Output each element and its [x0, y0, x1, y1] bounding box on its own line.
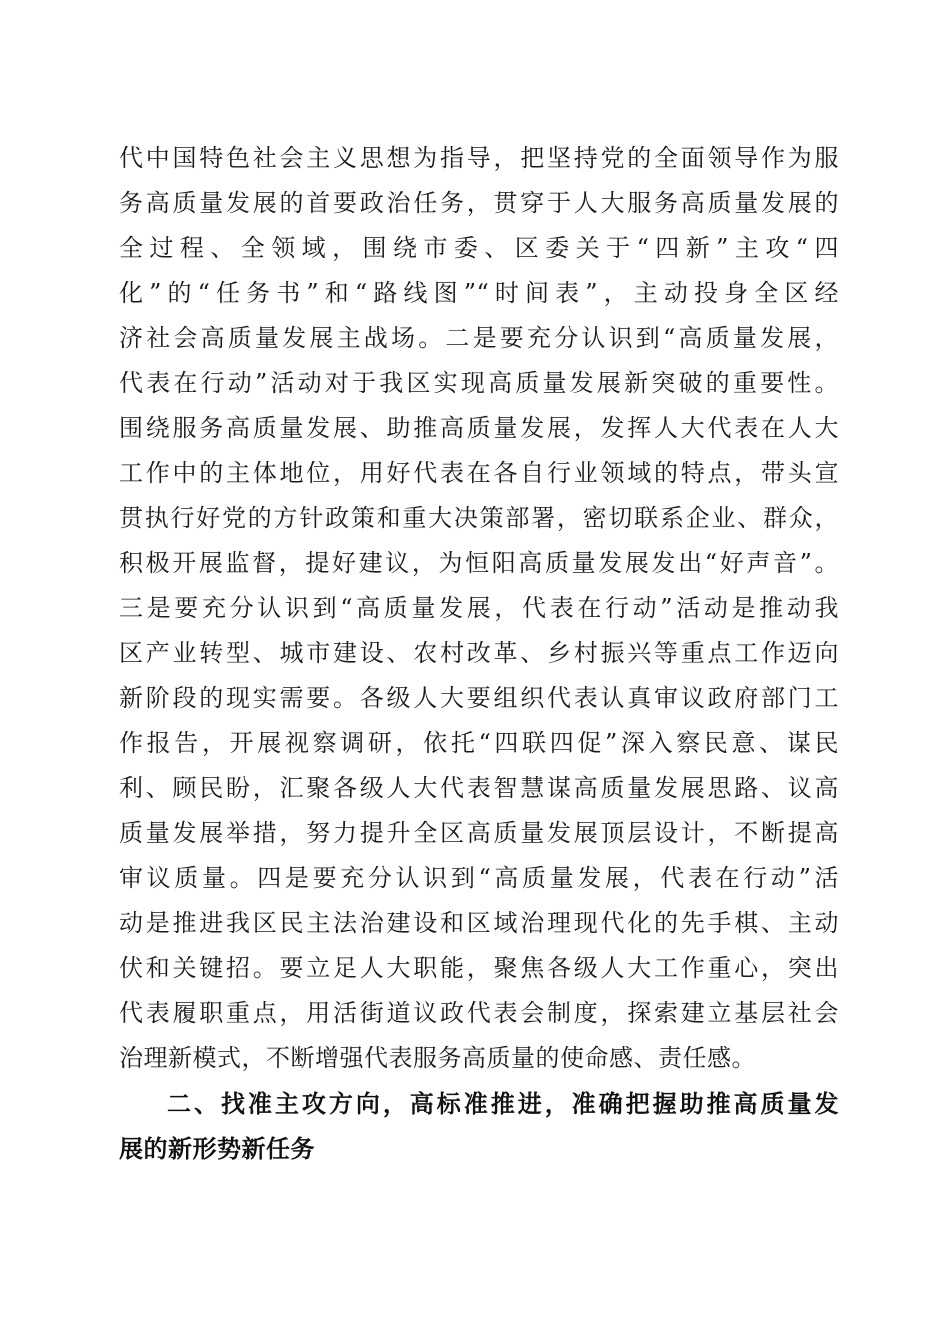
body-line: 代表履职重点，用活街道议政代表会制度，探索建立基层社会 [119, 999, 839, 1027]
body-line-last: 治理新模式，不断增强代表服务高质量的使命感、责任感。 [119, 1044, 756, 1072]
body-line: 务高质量发展的首要政治任务，贯穿于人大服务高质量发展的 [119, 189, 839, 217]
section-heading-continuation: 展的新形势新任务 [119, 1135, 315, 1163]
body-line: 全过程、全领域，围绕市委、区委关于“四新”主攻“四 [119, 234, 839, 262]
body-line: 三是要充分认识到“高质量发展，代表在行动”活动是推动我 [119, 594, 839, 622]
body-line: 伏和关键招。要立足人大职能，聚焦各级人大工作重心，突出 [119, 954, 839, 982]
body-line: 质量发展举措，努力提升全区高质量发展顶层设计，不断提高 [119, 819, 839, 847]
body-line: 贯执行好党的方针政策和重大决策部署，密切联系企业、群众， [119, 504, 839, 532]
body-line: 围绕服务高质量发展、助推高质量发展，发挥人大代表在人大 [119, 414, 839, 442]
body-line: 动是推进我区民主法治建设和区域治理现代化的先手棋、主动 [119, 909, 839, 937]
body-line: 代中国特色社会主义思想为指导，把坚持党的全面领导作为服 [119, 144, 839, 172]
body-line: 利、顾民盼，汇聚各级人大代表智慧谋高质量发展思路、议高 [119, 774, 839, 802]
body-line: 新阶段的现实需要。各级人大要组织代表认真审议政府部门工 [119, 684, 839, 712]
body-line: 济社会高质量发展主战场。二是要充分认识到“高质量发展， [119, 324, 839, 352]
body-line: 代表在行动”活动对于我区实现高质量发展新突破的重要性。 [119, 369, 839, 397]
body-line: 审议质量。四是要充分认识到“高质量发展，代表在行动”活 [119, 864, 839, 892]
body-line: 作报告，开展视察调研，依托“四联四促”深入察民意、谋民 [119, 729, 839, 757]
body-line: 区产业转型、城市建设、农村改革、乡村振兴等重点工作迈向 [119, 639, 839, 667]
body-line: 积极开展监督，提好建议，为恒阳高质量发展发出“好声音”。 [119, 549, 839, 577]
section-heading: 二、找准主攻方向，高标准推进，准确把握助推高质量发 [167, 1090, 839, 1118]
body-line: 工作中的主体地位，用好代表在各自行业领域的特点，带头宣 [119, 459, 839, 487]
body-line: 化”的“任务书”和“路线图”“时间表”，主动投身全区经 [119, 279, 839, 307]
